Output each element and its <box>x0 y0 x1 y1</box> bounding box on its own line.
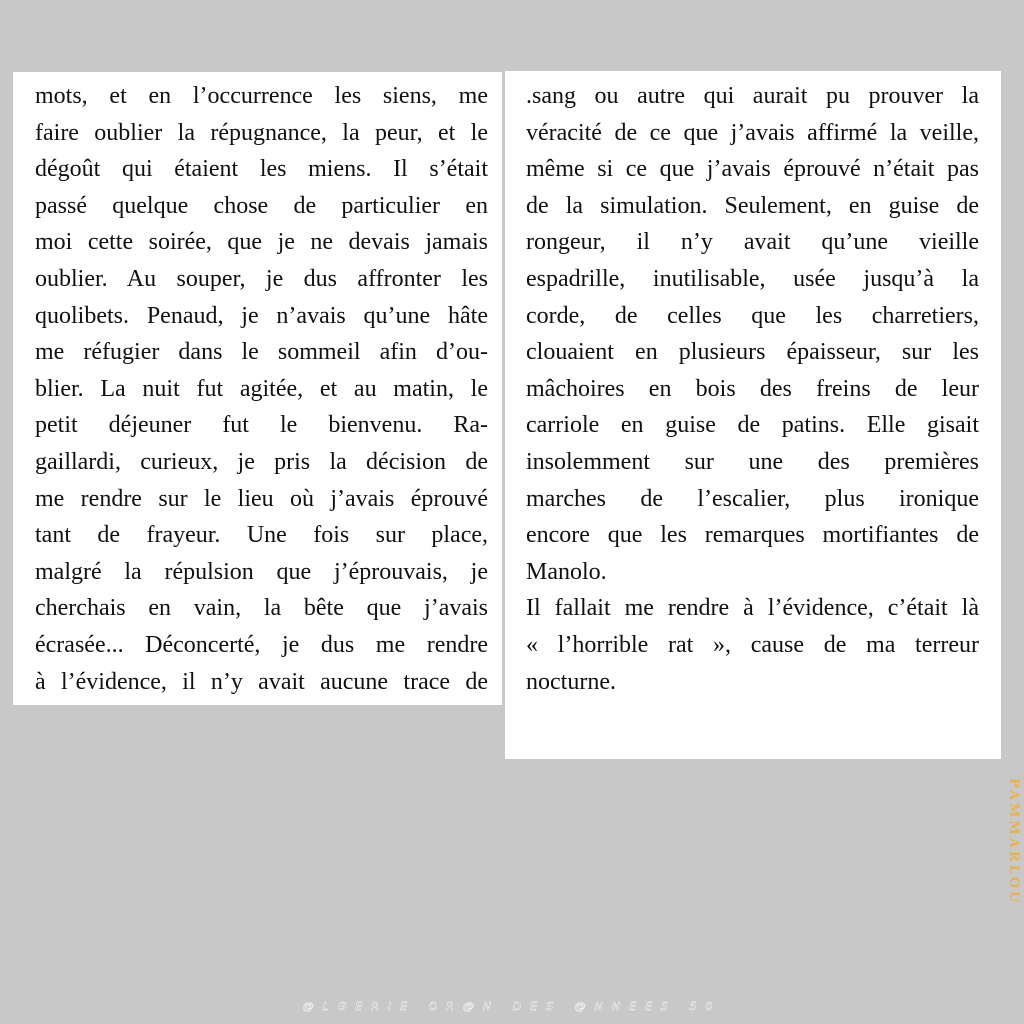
left-line-5: moi cette soirée, que je ne devais jamais <box>35 229 488 256</box>
right-line-14: Manolo. <box>526 558 607 585</box>
left-line-8: me réfugier dans le sommeil afin d’ou- <box>35 339 488 366</box>
left-line-4: passé quelque chose de particulier en <box>35 192 488 219</box>
right-line-9: mâchoires en bois des freins de leur <box>526 375 979 402</box>
right-line-3: même si ce que j’avais éprouvé n’était pas <box>526 156 979 183</box>
right-line-11: insolemment sur une des premières <box>526 448 979 475</box>
right-line-8: clouaient en plusieurs épaisseur, sur les <box>526 339 979 366</box>
right-line-13: encore que les remarques mortifiantes de <box>526 522 979 549</box>
left-line-16: écrasée... Déconcerté, je dus me rendre <box>35 631 488 658</box>
left-line-14: malgré la répulsion que j’éprouvais, je <box>35 558 488 585</box>
right-line-7: corde, de celles que les charretiers, <box>526 302 979 329</box>
right-line-4: de la simulation. Seulement, en guise de <box>526 192 979 219</box>
left-line-17: à l’évidence, il n’y avait aucune trace de <box>35 668 488 695</box>
right-page <box>505 71 1001 759</box>
left-line-3: dégoût qui étaient les miens. Il s’était <box>35 156 488 183</box>
left-line-10: petit déjeuner fut le bienvenu. Ra- <box>35 412 488 439</box>
left-line-6: oublier. Au souper, je dus affronter les <box>35 265 488 292</box>
left-line-7: quolibets. Penaud, je n’avais qu’une hâte <box>35 302 488 329</box>
right-line-17: nocturne. <box>526 668 616 695</box>
left-line-13: tant de frayeur. Une fois sur place, <box>35 522 488 549</box>
right-line-15: Il fallait me rendre à l’évidence, c’était là <box>526 595 979 622</box>
left-line-2: faire oublier la répugnance, la peur, et le <box>35 119 488 146</box>
right-line-2: véracité de ce que j’avais affirmé la veille, <box>526 119 979 146</box>
left-line-12: me rendre sur le lieu où j’avais éprouvé <box>35 485 488 512</box>
left-line-9: blier. La nuit fut agitée, et au matin, le <box>35 375 488 402</box>
left-page <box>13 72 502 705</box>
right-line-12: marches de l’escalier, plus ironique <box>526 485 979 512</box>
left-line-1: mots, et en l’occurrence les siens, me <box>35 83 488 109</box>
right-line-16: « l’horrible rat », cause de ma terreur <box>526 631 979 658</box>
left-line-15: cherchais en vain, la bête que j’avais <box>35 595 488 622</box>
side-watermark: PAMMARLOU <box>1006 778 1021 906</box>
right-line-6: espadrille, inutilisable, usée jusqu’à la <box>526 265 979 292</box>
left-line-11: gaillardi, curieux, je pris la décision de <box>35 448 488 475</box>
right-line-1: .sang ou autre qui aurait pu prouver la <box>526 83 979 109</box>
right-line-10: carriole en guise de patins. Elle gisait <box>526 412 979 439</box>
right-line-5: rongeur, il n’y avait qu’une vieille <box>526 229 979 256</box>
bottom-watermark: @LGERIE OR@N DES @NNEES 50 <box>302 1000 722 1013</box>
